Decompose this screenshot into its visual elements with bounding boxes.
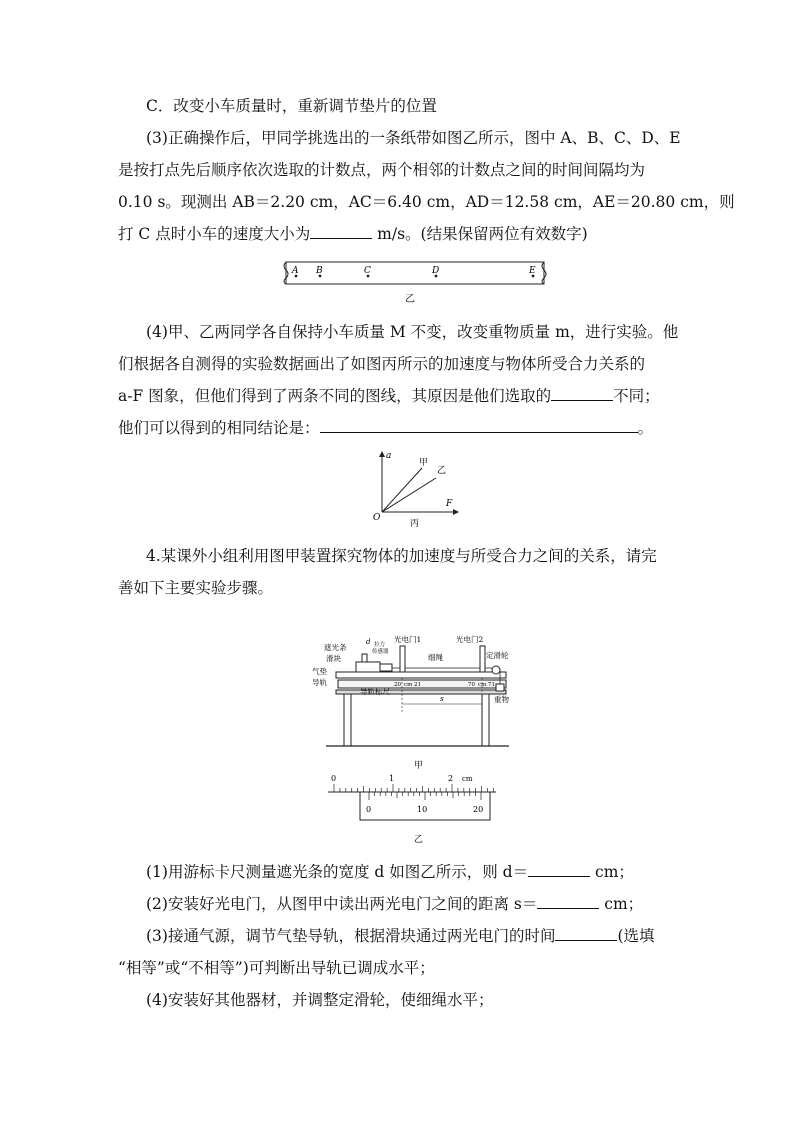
line-jia-label: 甲 <box>419 458 429 468</box>
main-label-2: 2 <box>448 774 454 783</box>
light-bar-label: 遮光条 <box>324 643 347 652</box>
graph-caption: 丙 <box>410 519 420 529</box>
tape-point-d: D <box>432 266 440 276</box>
part4-line3-text: a-F 图象，但他们得到了两条不同的图线，其原因是他们选取的 <box>118 387 552 405</box>
s-label: s <box>440 694 444 703</box>
part3-line3: 0.10 s。现测出 AB＝2.20 cm，AC＝6.40 cm，AD＝12.58 cm，AE＝20.80 cm，则 <box>118 193 735 211</box>
origin-label: O <box>373 513 381 523</box>
step3-text: (3)接通气源，调节气垫导轨，根据滑块通过两光电门的时间 <box>146 927 556 945</box>
vernier-label-0: 0 <box>366 805 372 814</box>
part3-line4-text: 打 C 点时小车的速度大小为 <box>118 225 311 243</box>
step2-unit: cm； <box>599 895 644 913</box>
vernier-scale-ticks <box>369 792 481 800</box>
vernier-label-20: 20 <box>473 805 484 814</box>
step1 <box>146 862 634 882</box>
answer-blank-s[interactable] <box>537 894 599 909</box>
apparatus-caption: 甲 <box>414 761 424 771</box>
part3-line2: 是按打点先后顺序依次选取的计数点，两个相邻的计数点之间的时间间隔均为 <box>118 161 646 179</box>
main-label-1: 1 <box>389 774 395 783</box>
scale-label-21: cm 21 <box>404 682 422 688</box>
weight <box>496 684 504 691</box>
main-scale-ticks <box>334 784 493 792</box>
tape-point-a: A <box>292 266 299 276</box>
step1-unit: cm； <box>590 863 634 881</box>
ruler-label: 导轨标尺 <box>360 687 390 696</box>
pulley-label: 定滑轮 <box>486 651 509 660</box>
caliper-unit: cm <box>462 775 473 783</box>
scale-label-71: cm 71 <box>478 682 496 688</box>
tape-caption: 乙 <box>405 294 415 305</box>
scale-label-20: 20 <box>394 682 401 688</box>
sensor-label-2: 传感器 <box>372 649 389 655</box>
rope-label: 细绳 <box>428 653 443 662</box>
part4-line1: (4)甲、乙两同学各自保持小车质量 M 不变，改变重物质量 m，进行实验。他 <box>146 323 679 341</box>
part4-line4-text: 他们可以得到的相同结论是： <box>118 419 320 437</box>
af-graph <box>364 446 464 530</box>
d-label: d <box>366 638 371 646</box>
f-axis-label: F <box>446 499 453 509</box>
table-leg-right <box>482 694 489 746</box>
option-c: C．改变小车质量时，重新调节垫片的位置 <box>146 97 437 115</box>
gate1-label: 光电门1 <box>394 635 422 644</box>
step4: (4)安装好其他器材，并调整定滑轮，使细绳水平； <box>146 991 494 1009</box>
part3-line4-unit: m/s。(结果保留两位有效数字) <box>372 225 588 243</box>
q4-intro-line2: 善如下主要实验步骤。 <box>118 579 274 597</box>
step2-text: (2)安装好光电门，从图甲中读出两光电门之间的距离 s＝ <box>146 895 538 913</box>
answer-blank-reason[interactable] <box>551 386 613 401</box>
vernier-label-10: 10 <box>417 805 428 814</box>
slider-label: 滑块 <box>326 654 341 663</box>
paper-tape <box>286 262 544 284</box>
table-leg-left <box>344 694 351 746</box>
light-bar <box>362 654 367 662</box>
answer-blank-d[interactable] <box>528 862 590 877</box>
airtrack-label-2: 导轨 <box>312 678 327 687</box>
tape-point-e: E <box>529 266 536 276</box>
scale-label-70: 70 <box>468 682 475 688</box>
graph-line-yi <box>382 478 436 512</box>
step3-choice: (选填 <box>617 927 655 945</box>
gate2 <box>480 646 485 672</box>
sensor-label-1: 拉力 <box>374 642 386 648</box>
gate2-label: 光电门2 <box>456 635 484 644</box>
step1-text: (1)用游标卡尺测量遮光条的宽度 d 如图乙所示，则 d＝ <box>146 863 529 881</box>
main-label-0: 0 <box>331 774 337 783</box>
answer-blank-velocity[interactable] <box>310 224 372 239</box>
airtrack-label-1: 气垫 <box>312 667 327 676</box>
step3 <box>146 926 655 946</box>
apparatus-figure <box>304 634 534 774</box>
a-axis-label: a <box>386 451 392 461</box>
force-sensor <box>380 664 392 671</box>
part3-line4 <box>118 224 588 244</box>
part4-line4-end: 。 <box>637 419 654 437</box>
caliper-caption: 乙 <box>414 835 424 845</box>
answer-blank-time[interactable] <box>555 926 617 941</box>
gate1 <box>400 646 405 672</box>
line-yi-label: 乙 <box>437 466 447 476</box>
graph-line-jia <box>382 468 422 512</box>
pulley <box>492 666 500 674</box>
tape-point-b: B <box>316 266 323 276</box>
weight-label: 重物 <box>494 695 509 704</box>
part4-line4 <box>118 418 653 438</box>
answer-blank-conclusion[interactable] <box>320 418 638 433</box>
part3-line1: (3)正确操作后，甲同学挑选出的一条纸带如图乙所示，图中 A、B、C、D、E <box>146 129 681 147</box>
step2 <box>146 894 643 914</box>
q4-intro-line1: 4.某课外小组利用图甲装置探究物体的加速度与所受合力之间的关系，请完 <box>146 547 657 565</box>
step3-line2: “相等”或“不相等”)可判断出导轨已调成水平； <box>118 959 435 977</box>
part4-line3-end: 不同； <box>613 387 660 405</box>
air-track <box>336 672 506 678</box>
part4-line3 <box>118 386 660 406</box>
tape-point-c: C <box>364 266 371 276</box>
caliper-figure <box>324 770 500 848</box>
paper-tape-figure <box>280 256 550 308</box>
slider <box>356 662 380 672</box>
part4-line2: 们根据各自测得的实验数据画出了如图丙所示的加速度与物体所受合力关系的 <box>118 355 646 373</box>
